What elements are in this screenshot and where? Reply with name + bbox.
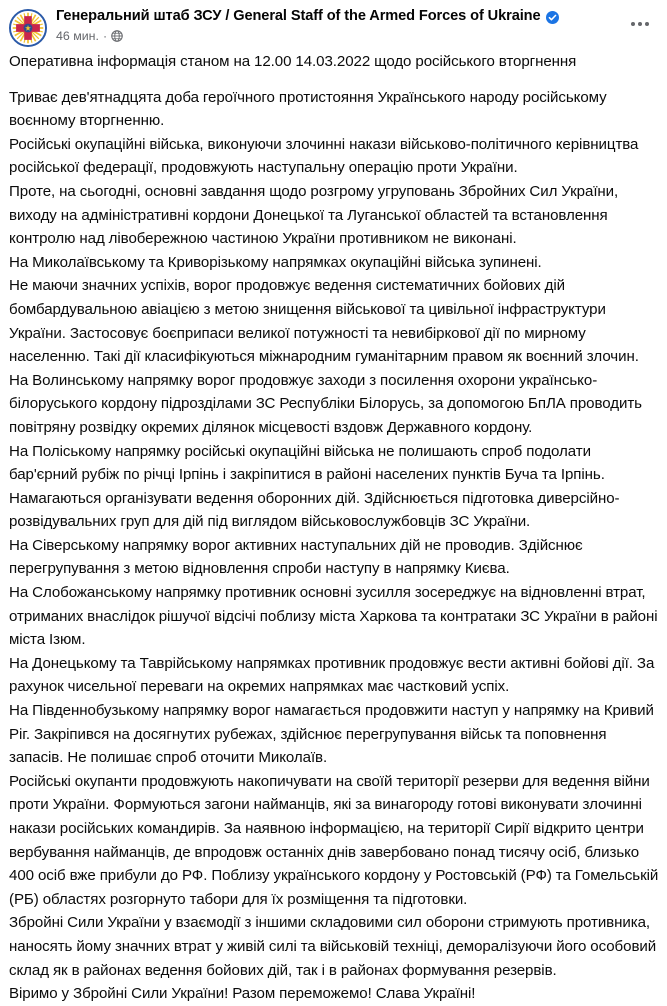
post-meta-row	[56, 29, 559, 43]
post-paragraph: Не маючи значних успіхів, ворог продовжує ведення систематичних бойових дій бомбардувальною авіацією з метою знищення військової та цивільної інфраструктури України. Застосовує боєприпаси великої потужності та невибіркової дії по мирному населенню. Такі дії класифікуються міжнародним гуманітарним правом як воєнний злочин.	[9, 277, 639, 366]
post-body	[0, 50, 667, 1006]
post-paragraph: Проте, на сьогодні, основні завдання щодо розгрому угруповань Збройних Сил України, виходу на адміністративні кордони Донецької та Луганської областей та встановлення контролю над лівобережною частиною України противником не виконані.	[9, 182, 619, 248]
post-paragraph: Російські окупаційні війська, виконуючи злочинні накази військово-політичного керівництва російської федерації, продовжують наступальну операцію проти України.	[9, 135, 639, 177]
avatar[interactable]	[9, 9, 47, 47]
page-name[interactable]: Генеральний штаб ЗСУ / General Staff of the Armed Forces of Ukraine	[56, 8, 541, 24]
post-paragraph: На Поліському напрямку російські окупаційні війська не полишають спроб подолати бар'єрний рубіж по річці Ірпінь і закріпитися в районі населених пунктів Буча та Ірпінь. Намагаються організувати ведення оборонних дій. Здійснюється підготовка диверсійно-розвідувальних груп для дій під виглядом військовослужбовців ЗС України.	[9, 442, 620, 531]
verified-check-icon	[546, 11, 559, 24]
page-name-row	[56, 8, 559, 25]
post-options-button[interactable]	[625, 14, 655, 34]
post-timestamp[interactable]: 46 мин.	[56, 29, 99, 43]
post-closing-line: Віримо у Збройні Сили України! Разом переможемо! Слава Україні!	[9, 985, 476, 1003]
armed-forces-emblem-icon	[11, 11, 45, 45]
post-paragraph: На Південнобузькому напрямку ворог намагається продовжити наступ у напрямку на Кривий Ріг. Закріпився на досягнутих рубежах, здійснює перегрупування військ та поповнення запасів. Не полишає спроб оточити Миколаїв.	[9, 702, 654, 767]
ellipsis-horizontal-icon	[645, 22, 649, 26]
post-author-block	[56, 8, 559, 43]
post-paragraph: Триває дев'ятнадцята доба героїчного протистояння Українського народу російському воєнному вторгненню.	[9, 88, 607, 130]
post-paragraph: На Донецькому та Таврійському напрямках противник продовжує вести активні бойові дії. За рахунок чисельної переваги на окремих напрямках має частковий успіх.	[9, 654, 655, 696]
ellipsis-horizontal-icon	[631, 22, 635, 26]
meta-separator: ·	[102, 29, 108, 43]
post-paragraph: Російські окупанти продовжують накопичувати на своїй території резерви для ведення війни проти України. Формуються загони найманців, які за винагороду готові виконувати злочинні накази російських командирів. За наявною інформацією, на території Сирії відкрито центри вербування найманців, де впродовж останніх днів завербовано понад тисячу осіб, близько 400 осіб вже прибули до РФ. Поблизу українського кордону у Ростовській (РФ) та Гомельській (РБ) областях розгорнуто табори для їх розміщення та підготовки.	[9, 772, 659, 908]
post-paragraph: На Сіверському напрямку ворог активних наступальних дій не проводив. Здійснює перегрупування з метою відновлення спроби наступу в напрямку Києва.	[9, 536, 583, 578]
ellipsis-horizontal-icon	[638, 22, 642, 26]
post-header	[0, 0, 667, 50]
globe-icon[interactable]	[111, 30, 123, 42]
post-paragraph: На Миколаївському та Криворізькому напрямках окупаційні війська зупинені.	[9, 253, 542, 271]
post-headline: Оперативна інформація станом на 12.00 14.03.2022 щодо російського вторгнення	[9, 53, 577, 70]
post-paragraph: На Слобожанському напрямку противник основні зусилля зосереджує на відновленні втрат, отриманих внаслідок рішучої відсічі поблизу міста Харкова та контратаки ЗС України в районі міста Ізюм.	[9, 584, 658, 649]
post-paragraph: Збройні Сили України у взаємодії з іншими складовими сил оборони стримують противника, наносять йому значних втрат у живій силі та військовій техніці, деморалізуючи його особовий склад як в районах ведення бойових дій, так і в районах формування резервів.	[9, 914, 657, 979]
post-paragraph: На Волинському напрямку ворог продовжує заходи з посилення охорони українсько-білоруського кордону підрозділами ЗС Республіки Білорусь, за допомогою БпЛА проводить повітряну розвідку окремих ділянок місцевості вздовж Державного кордону.	[9, 371, 642, 436]
